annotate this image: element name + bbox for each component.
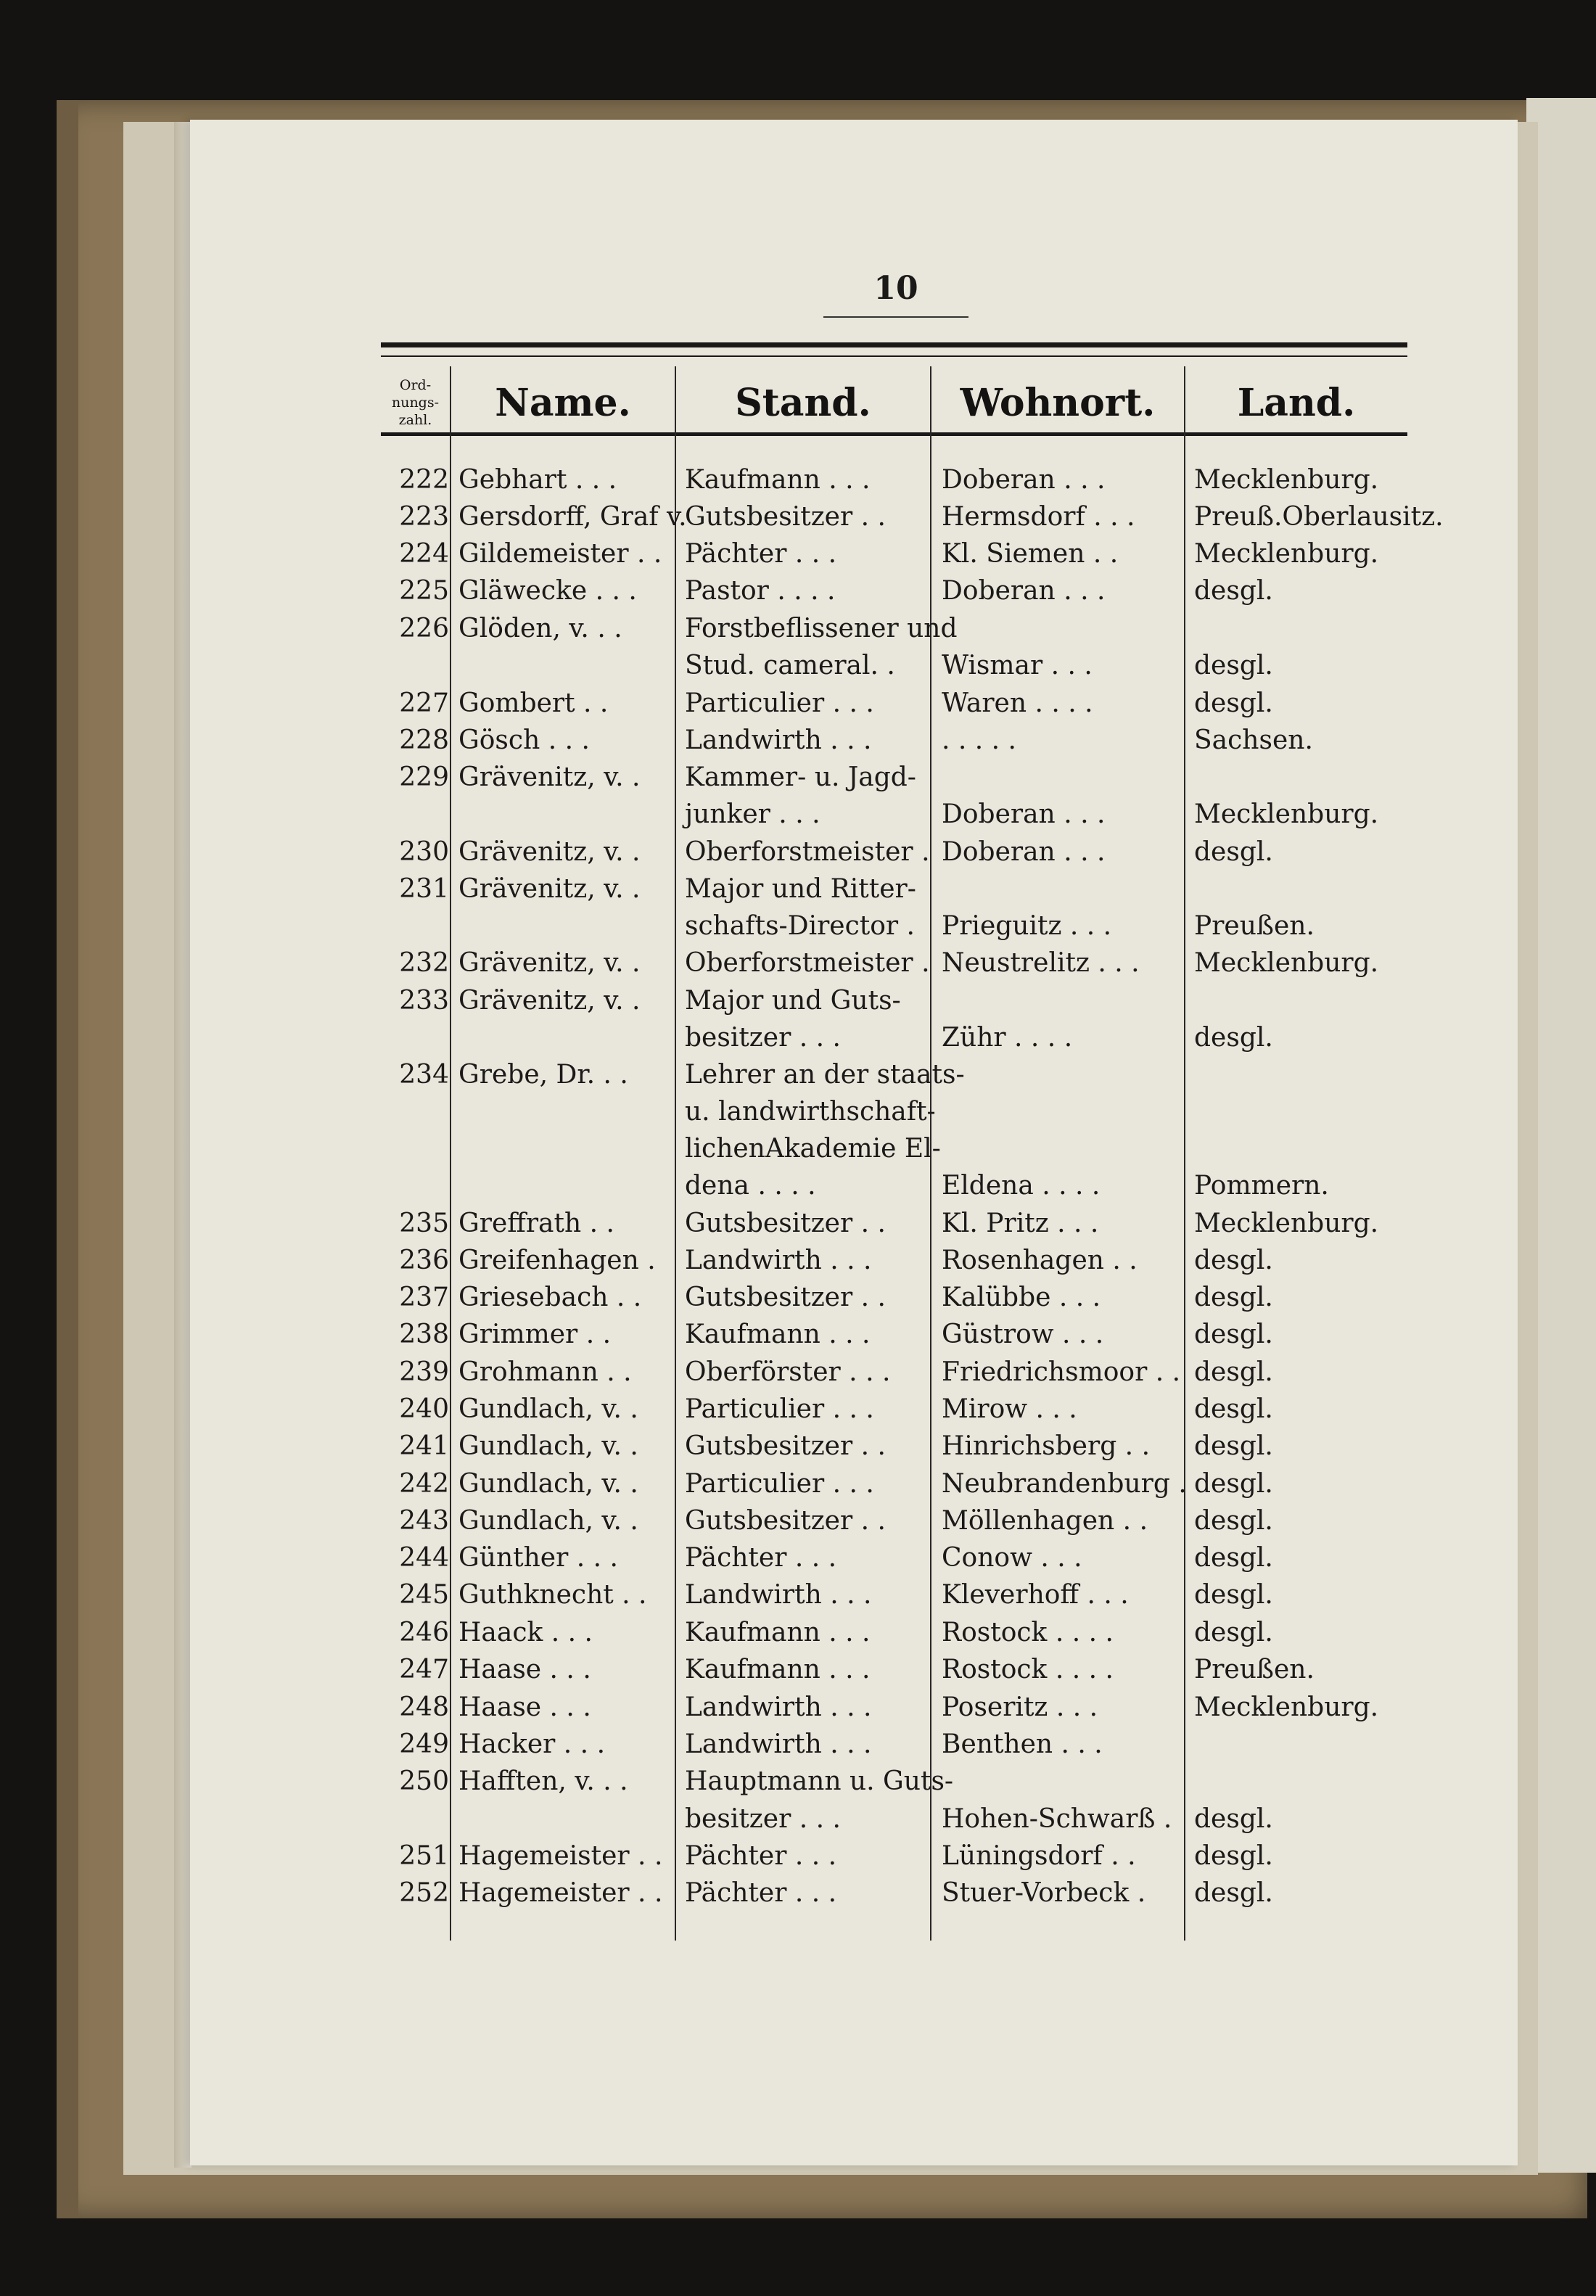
- row-16-stand: Lehrer an der staats-: [685, 1060, 965, 1090]
- row-6-wohnort: Waren . . . .: [942, 688, 1093, 718]
- row-30-num: 245: [399, 1580, 449, 1610]
- row-37-stand: Pächter . . .: [685, 1841, 837, 1871]
- row-23-wohnort: Güstrow . . .: [942, 1320, 1104, 1349]
- row-38-land: desgl.: [1194, 1878, 1273, 1908]
- header-wohnort: Wohnort.: [960, 380, 1156, 425]
- row-23-num: 238: [399, 1320, 449, 1349]
- row-6-stand: Particulier . . .: [685, 688, 874, 718]
- row-38-wohnort: Stuer-Vorbeck .: [942, 1878, 1146, 1908]
- row-34-name: Hacker . . .: [458, 1729, 606, 1759]
- row-31-wohnort: Rostock . . . .: [942, 1618, 1114, 1647]
- row-2-land: Mecklenburg.: [1194, 539, 1379, 569]
- row-21-name: Greifenhagen .: [458, 1246, 656, 1275]
- row-16-name: Grebe, Dr. . .: [458, 1060, 628, 1090]
- row-32-land: Preußen.: [1194, 1655, 1315, 1684]
- row-3-num: 225: [399, 576, 449, 606]
- row-37-num: 251: [399, 1841, 449, 1871]
- row-25-wohnort: Mirow . . .: [942, 1394, 1077, 1424]
- row-20-stand: Gutsbesitzer . .: [685, 1209, 886, 1238]
- row-3-land: desgl.: [1194, 576, 1273, 606]
- row-10-name: Grävenitz, v. .: [458, 837, 641, 867]
- row-35-stand: Hauptmann u. Guts-: [685, 1766, 954, 1796]
- row-24-land: desgl.: [1194, 1357, 1273, 1387]
- row-0-num: 222: [399, 465, 449, 495]
- row-21-land: desgl.: [1194, 1246, 1273, 1275]
- row-36-wohnort: Hohen-Schwarß .: [942, 1804, 1172, 1834]
- row-2-wohnort: Kl. Siemen . .: [942, 539, 1119, 569]
- row-20-wohnort: Kl. Pritz . . .: [942, 1209, 1099, 1238]
- row-1-land: Preuß.Oberlausitz.: [1194, 502, 1444, 532]
- row-25-stand: Particulier . . .: [685, 1394, 874, 1424]
- row-36-stand: besitzer . . .: [685, 1804, 841, 1834]
- row-7-wohnort: . . . . .: [942, 725, 1016, 755]
- row-2-name: Gildemeister . .: [458, 539, 662, 569]
- row-17-stand: u. landwirthschaft-: [685, 1097, 936, 1127]
- row-29-name: Günther . . .: [458, 1543, 618, 1573]
- row-22-wohnort: Kalübbe . . .: [942, 1283, 1101, 1312]
- row-7-stand: Landwirth . . .: [685, 725, 872, 755]
- row-23-land: desgl.: [1194, 1320, 1273, 1349]
- row-4-num: 226: [399, 614, 449, 643]
- row-0-land: Mecklenburg.: [1194, 465, 1379, 495]
- row-25-name: Gundlach, v. .: [458, 1394, 638, 1424]
- row-31-num: 246: [399, 1618, 449, 1647]
- row-32-name: Haase . . .: [458, 1655, 591, 1684]
- row-8-name: Grävenitz, v. .: [458, 762, 641, 792]
- cover-spine-edge: [57, 100, 78, 2218]
- row-32-wohnort: Rostock . . . .: [942, 1655, 1114, 1684]
- header-num-line-3: zahl.: [398, 412, 432, 428]
- row-35-name: Hafften, v. . .: [458, 1766, 628, 1796]
- row-6-name: Gombert . .: [458, 688, 609, 718]
- row-15-wohnort: Zühr . . . .: [942, 1023, 1073, 1053]
- row-19-wohnort: Eldena . . . .: [942, 1171, 1101, 1201]
- row-15-land: desgl.: [1194, 1023, 1273, 1053]
- row-0-name: Gebhart . . .: [458, 465, 617, 495]
- row-28-stand: Gutsbesitzer . .: [685, 1506, 886, 1536]
- row-8-stand: Kammer- u. Jagd-: [685, 762, 916, 792]
- row-19-land: Pommern.: [1194, 1171, 1329, 1201]
- header-ordnungszahl: [381, 366, 450, 439]
- row-27-num: 242: [399, 1469, 449, 1499]
- row-14-num: 233: [399, 986, 449, 1016]
- row-5-wohnort: Wismar . . .: [942, 651, 1093, 680]
- row-35-num: 250: [399, 1766, 449, 1796]
- header-num-line-1: Ord-: [399, 377, 432, 393]
- row-1-stand: Gutsbesitzer . .: [685, 502, 886, 532]
- row-24-wohnort: Friedrichsmoor . .: [942, 1357, 1181, 1387]
- row-26-num: 241: [399, 1431, 449, 1461]
- row-1-name: Gersdorff, Graf v.: [458, 502, 687, 532]
- row-21-wohnort: Rosenhagen . .: [942, 1246, 1138, 1275]
- row-37-wohnort: Lüningsdorf . .: [942, 1841, 1136, 1871]
- row-27-land: desgl.: [1194, 1469, 1273, 1499]
- row-11-stand: Major und Ritter-: [685, 874, 916, 904]
- row-34-stand: Landwirth . . .: [685, 1729, 872, 1759]
- row-29-wohnort: Conow . . .: [942, 1543, 1082, 1573]
- row-14-stand: Major und Guts-: [685, 986, 901, 1016]
- row-6-land: desgl.: [1194, 688, 1273, 718]
- column-divider-name: [675, 366, 676, 1941]
- row-24-num: 239: [399, 1357, 449, 1387]
- row-9-wohnort: Doberan . . .: [942, 799, 1106, 829]
- row-4-stand: Forstbeflissener und: [685, 614, 958, 643]
- row-22-name: Griesebach . .: [458, 1283, 642, 1312]
- row-31-stand: Kaufmann . . .: [685, 1618, 871, 1647]
- row-26-land: desgl.: [1194, 1431, 1273, 1461]
- row-22-land: desgl.: [1194, 1283, 1273, 1312]
- row-13-num: 232: [399, 948, 449, 978]
- row-12-wohnort: Prieguitz . . .: [942, 911, 1112, 941]
- row-23-stand: Kaufmann . . .: [685, 1320, 871, 1349]
- row-38-stand: Pächter . . .: [685, 1878, 837, 1908]
- row-37-name: Hagemeister . .: [458, 1841, 663, 1871]
- row-28-wohnort: Möllenhagen . .: [942, 1506, 1148, 1536]
- row-1-num: 223: [399, 502, 449, 532]
- row-9-stand: junker . . .: [685, 799, 820, 829]
- row-28-name: Gundlach, v. .: [458, 1506, 638, 1536]
- row-36-land: desgl.: [1194, 1804, 1273, 1834]
- row-22-num: 237: [399, 1283, 449, 1312]
- row-13-stand: Oberforstmeister .: [685, 948, 930, 978]
- row-14-name: Grävenitz, v. .: [458, 986, 641, 1016]
- row-22-stand: Gutsbesitzer . .: [685, 1283, 886, 1312]
- row-20-land: Mecklenburg.: [1194, 1209, 1379, 1238]
- row-32-stand: Kaufmann . . .: [685, 1655, 871, 1684]
- row-7-num: 228: [399, 725, 449, 755]
- row-24-name: Grohmann . .: [458, 1357, 632, 1387]
- column-divider-wohnort: [1184, 366, 1185, 1941]
- row-25-land: desgl.: [1194, 1394, 1273, 1424]
- row-10-stand: Oberforstmeister .: [685, 837, 930, 867]
- row-38-num: 252: [399, 1878, 449, 1908]
- row-27-name: Gundlach, v. .: [458, 1469, 638, 1499]
- row-24-stand: Oberförster . . .: [685, 1357, 891, 1387]
- row-12-land: Preußen.: [1194, 911, 1315, 941]
- row-30-wohnort: Kleverhoff . . .: [942, 1580, 1129, 1610]
- row-34-wohnort: Benthen . . .: [942, 1729, 1103, 1759]
- row-6-num: 227: [399, 688, 449, 718]
- row-21-stand: Landwirth . . .: [685, 1246, 872, 1275]
- row-27-stand: Particulier . . .: [685, 1469, 874, 1499]
- row-8-num: 229: [399, 762, 449, 792]
- row-26-name: Gundlach, v. .: [458, 1431, 638, 1461]
- row-33-num: 248: [399, 1692, 449, 1722]
- row-10-num: 230: [399, 837, 449, 867]
- header-land: Land.: [1237, 380, 1356, 425]
- row-38-name: Hagemeister . .: [458, 1878, 663, 1908]
- row-11-name: Grävenitz, v. .: [458, 874, 641, 904]
- row-3-stand: Pastor . . . .: [685, 576, 836, 606]
- row-10-land: desgl.: [1194, 837, 1273, 867]
- row-13-wohnort: Neustrelitz . . .: [942, 948, 1140, 978]
- header-num-line-2: nungs-: [391, 395, 440, 411]
- row-5-land: desgl.: [1194, 651, 1273, 680]
- row-30-name: Guthknecht . .: [458, 1580, 647, 1610]
- row-9-land: Mecklenburg.: [1194, 799, 1379, 829]
- row-4-name: Glöden, v. . .: [458, 614, 622, 643]
- row-21-num: 236: [399, 1246, 449, 1275]
- row-5-stand: Stud. cameral. .: [685, 651, 895, 680]
- row-33-land: Mecklenburg.: [1194, 1692, 1379, 1722]
- row-25-num: 240: [399, 1394, 449, 1424]
- row-1-wohnort: Hermsdorf . . .: [942, 502, 1135, 532]
- row-23-name: Grimmer . .: [458, 1320, 612, 1349]
- row-31-name: Haack . . .: [458, 1618, 593, 1647]
- header-stand: Stand.: [735, 380, 871, 425]
- row-33-stand: Landwirth . . .: [685, 1692, 872, 1722]
- row-16-num: 234: [399, 1060, 449, 1090]
- row-11-num: 231: [399, 874, 449, 904]
- row-19-stand: dena . . . .: [685, 1171, 816, 1201]
- row-30-stand: Landwirth . . .: [685, 1580, 872, 1610]
- row-18-stand: lichenAkademie El-: [685, 1134, 941, 1164]
- row-26-wohnort: Hinrichsberg . .: [942, 1431, 1151, 1461]
- row-0-wohnort: Doberan . . .: [942, 465, 1106, 495]
- table-top-thick-rule: [381, 342, 1407, 347]
- column-divider-num: [450, 366, 451, 1941]
- row-28-land: desgl.: [1194, 1506, 1273, 1536]
- row-7-name: Gösch . . .: [458, 725, 590, 755]
- row-7-land: Sachsen.: [1194, 725, 1313, 755]
- row-27-wohnort: Neubrandenburg .: [942, 1469, 1187, 1499]
- row-33-wohnort: Poseritz . . .: [942, 1692, 1098, 1722]
- row-13-land: Mecklenburg.: [1194, 948, 1379, 978]
- row-33-name: Haase . . .: [458, 1692, 591, 1722]
- row-12-stand: schafts-Director .: [685, 911, 916, 941]
- row-3-wohnort: Doberan . . .: [942, 576, 1106, 606]
- row-26-stand: Gutsbesitzer . .: [685, 1431, 886, 1461]
- row-34-num: 249: [399, 1729, 449, 1759]
- row-13-name: Grävenitz, v. .: [458, 948, 641, 978]
- row-0-stand: Kaufmann . . .: [685, 465, 871, 495]
- row-2-num: 224: [399, 539, 449, 569]
- row-29-land: desgl.: [1194, 1543, 1273, 1573]
- row-31-land: desgl.: [1194, 1618, 1273, 1647]
- page-gutter-shadow: [174, 122, 192, 2168]
- table-top-thin-rule: [381, 355, 1407, 357]
- row-30-land: desgl.: [1194, 1580, 1273, 1610]
- row-37-land: desgl.: [1194, 1841, 1273, 1871]
- row-10-wohnort: Doberan . . .: [942, 837, 1106, 867]
- row-28-num: 243: [399, 1506, 449, 1536]
- row-20-num: 235: [399, 1209, 449, 1238]
- row-29-stand: Pächter . . .: [685, 1543, 837, 1573]
- row-20-name: Greffrath . .: [458, 1209, 614, 1238]
- page-number: 10: [873, 270, 918, 307]
- page-number-rule: [823, 316, 968, 318]
- row-29-num: 244: [399, 1543, 449, 1573]
- row-3-name: Gläwecke . . .: [458, 576, 637, 606]
- header-name: Name.: [495, 380, 631, 425]
- row-15-stand: besitzer . . .: [685, 1023, 841, 1053]
- row-32-num: 247: [399, 1655, 449, 1684]
- row-2-stand: Pächter . . .: [685, 539, 837, 569]
